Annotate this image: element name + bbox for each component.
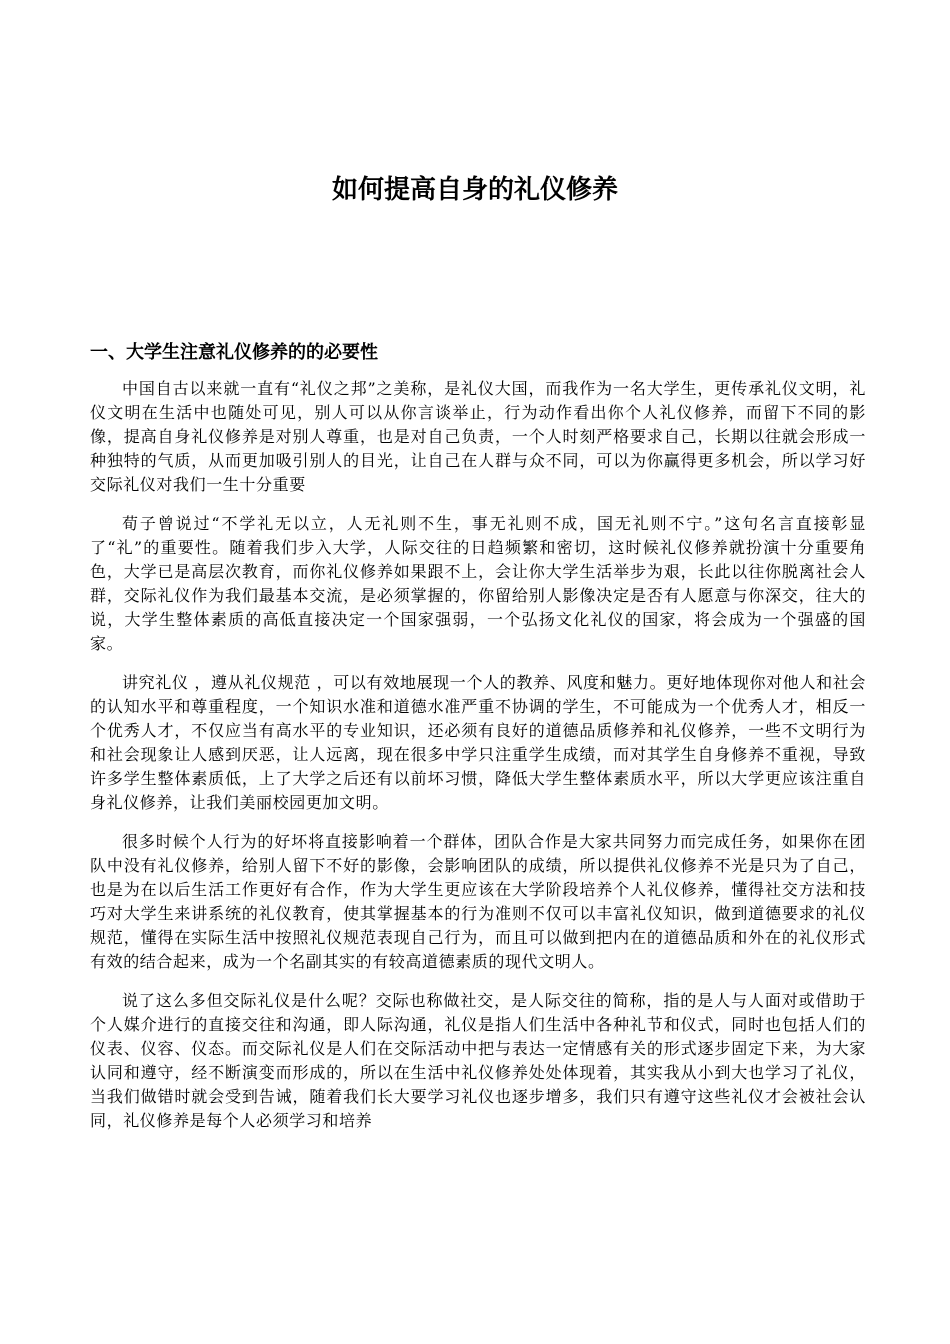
paragraph: 讲究礼仪 ，遵从礼仪规范 ，可以有效地展现一个人的教养、风度和魅力。更好地体现你对他人和社会的认知水平和尊重程度，一个知识水准和道德水准严重不协调的学生，不可能成为一个优秀人才，相反一个优秀人才，不仅应当有高水平的专业知识，还必须有良好的道德品质修养和礼仪修养，一些不文明行为和社会现象让人感到厌恶，让人远离，现在很多中学只注重学生成绩，而对其学生自身修养不重视，导致许多学生整体素质低，上了大学之后还有以前坏习惯，降低大学生整体素质水平，所以大学更应该注重自身礼仪修养，让我们美丽校园更加文明。 <box>90 673 866 812</box>
document-body <box>90 377 866 1148</box>
paragraph: 很多时候个人行为的好坏将直接影响着一个群体，团队合作是大家共同努力而完成任务，如果你在团队中没有礼仪修养，给别人留下不好的影像，会影响团队的成绩，所以提供礼仪修养不光是只为了自己，也是为在以后生活工作更好有合作，作为大学生更应该在大学阶段培养个人礼仪修养，懂得社交方法和技巧对大学生来讲系统的礼仪教育，使其掌握基本的行为准则不仅可以丰富礼仪知识，做到道德要求的礼仪规范，懂得在实际生活中按照礼仪规范表现自己行为，而且可以做到把内在的道德品质和外在的礼仪形式有效的结合起来，成为一个名副其实的有较高道德素质的现代文明人。 <box>90 832 866 971</box>
paragraph: 说了这么多但交际礼仪是什么呢？交际也称做社交，是人际交往的简称，指的是人与人面对或借助于个人媒介进行的直接交往和沟通，即人际沟通，礼仪是指人们生活中各种礼节和仪式，同时也包括人们的仪表、仪容、仪态。而交际礼仪是人们在交际活动中把与表达一定情感有关的形式逐步固定下来，为大家认同和遵守，经不断演变而形成的，所以在生活中礼仪修养处处体现着，其实我从小到大也学习了礼仪，当我们做错时就会受到告诫，随着我们长大要学习礼仪也逐步增多，我们只有遵守这些礼仪才会被社会认同，礼仪修养是每个人必须学习和培养 <box>90 991 866 1130</box>
document-title: 如何提高自身的礼仪修养 <box>331 175 618 205</box>
paragraph: 荀子曾说过“不学礼无以立，人无礼则不生，事无礼则不成，国无礼则不宁。”这句名言直接彰显了“礼”的重要性。随着我们步入大学，人际交往的日趋频繁和密切，这时候礼仪修养就扮演十分重要角色，大学已是高层次教育，而你礼仪修养如果跟不上，会让你大学生活举步为艰，长此以往你脱离社会人群，交际礼仪作为我们最基本交流，是必须掌握的，你留给别人影像决定是否有人愿意与你深交，往大的说，大学生整体素质的高低直接决定一个国家强弱，一个弘扬文化礼仪的国家，将会成为一个强盛的国家。 <box>90 514 866 653</box>
paragraph: 中国自古以来就一直有“礼仪之邦”之美称，是礼仪大国，而我作为一名大学生，更传承礼仪文明，礼仪文明在生活中也随处可见，别人可以从你言谈举止，行为动作看出你个人礼仪修养，而留下不同的影像，提高自身礼仪修养是对别人尊重，也是对自己负责，一个人时刻严格要求自己，长期以往就会形成一种独特的气质，从而更加吸引别人的目光，让自己在人群与众不同，可以为你赢得更多机会，所以学习好交际礼仪对我们一生十分重要 <box>90 379 866 494</box>
section-heading: 一、大学生注意礼仪修养的的必要性 <box>90 342 378 363</box>
